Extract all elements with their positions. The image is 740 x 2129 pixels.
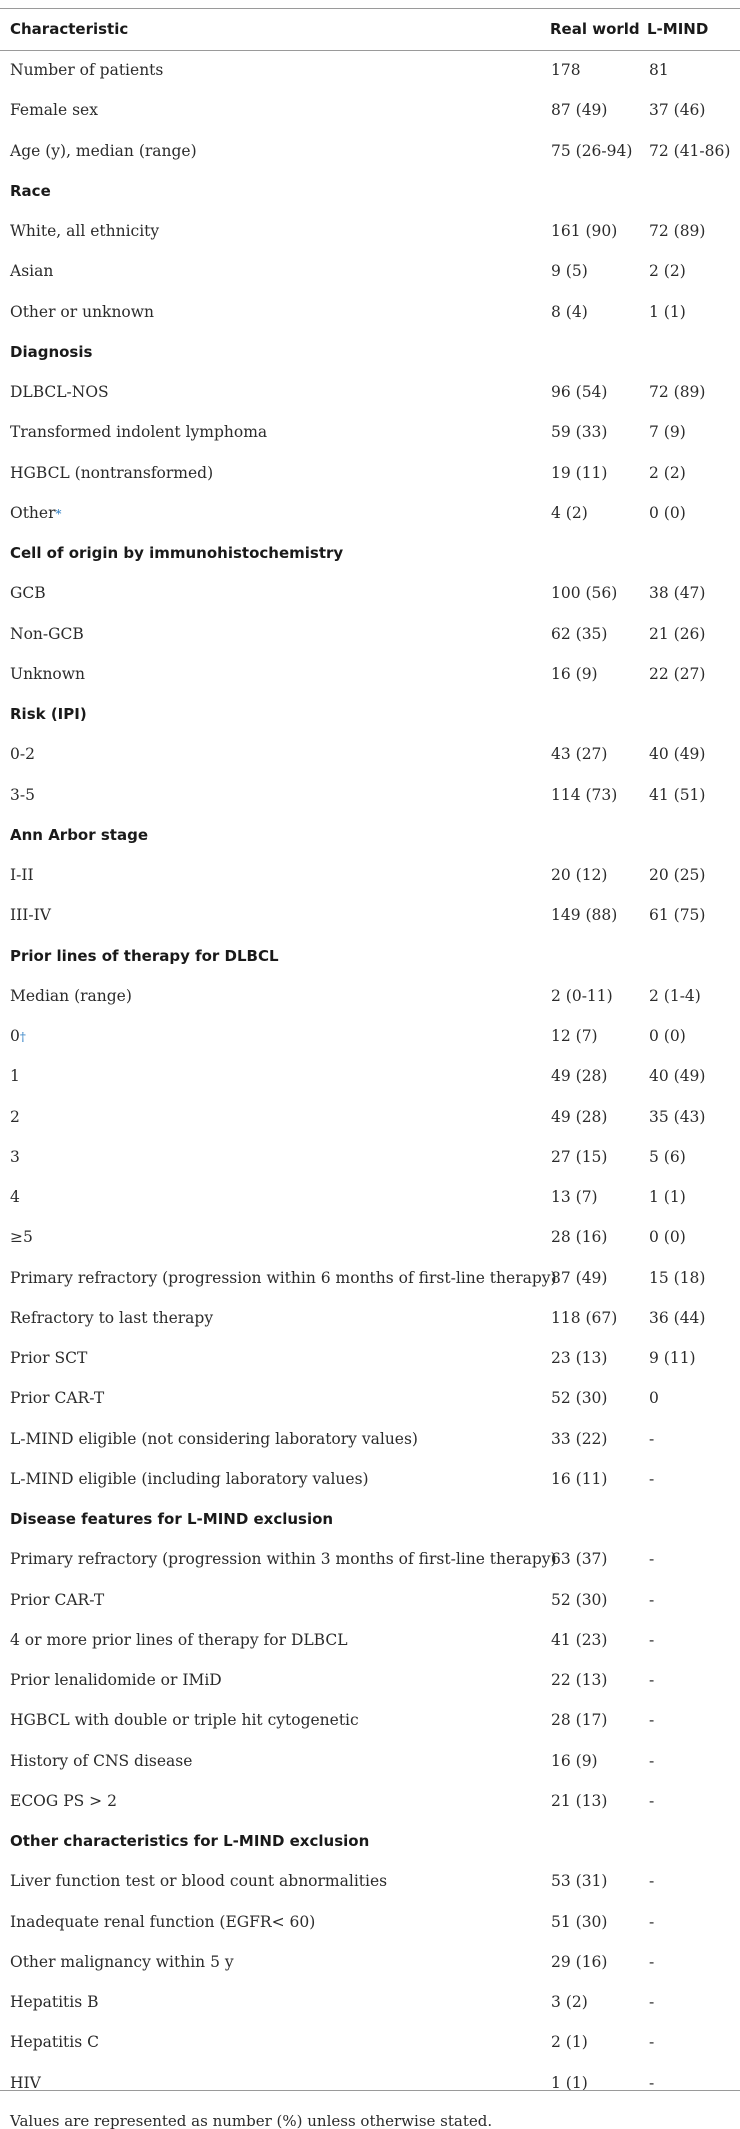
row-label — [10, 1861, 387, 1901]
lmind-value: 61 (75) — [649, 906, 706, 925]
table-row — [0, 614, 740, 654]
table-row — [0, 855, 740, 895]
row-label-text: Other characteristics for L-MIND exclusion — [10, 1832, 370, 1850]
lmind-value: 37 (46) — [649, 101, 706, 120]
row-label-text: Refractory to last therapy — [10, 1308, 214, 1327]
row-label — [10, 1902, 315, 1942]
lmind-value: - — [649, 1671, 655, 1689]
table-row — [0, 1982, 740, 2022]
table-row — [0, 1016, 740, 1056]
real-world-value: 22 (13) — [551, 1671, 608, 1689]
lmind-value: 22 (27) — [649, 664, 706, 683]
section-heading-row — [0, 936, 740, 976]
lmind-value: - — [649, 2073, 655, 2092]
real-world-value: 75 (26-94) — [551, 141, 633, 160]
lmind-value: 1 (1) — [649, 302, 686, 321]
row-label — [10, 2063, 41, 2103]
row-label — [10, 573, 46, 613]
real-world-value: 23 (13) — [551, 1349, 608, 1367]
section-heading-row — [0, 694, 740, 734]
row-label-text: 0 — [10, 1027, 20, 1045]
real-world-value: 9 (5) — [551, 262, 588, 281]
lmind-value: 2 (2) — [649, 463, 686, 482]
real-world-value: 51 (30) — [551, 1912, 608, 1931]
real-world-value: 2 (0-11) — [551, 986, 613, 1005]
real-world-value: 100 (56) — [551, 584, 618, 603]
row-label — [10, 976, 132, 1016]
row-label — [10, 1378, 104, 1418]
section-heading-row — [0, 1821, 740, 1861]
row-label — [10, 1097, 20, 1137]
table-row — [0, 1419, 740, 1459]
row-label-text: Asian — [10, 262, 54, 281]
table-row — [0, 1700, 740, 1740]
lmind-value: 2 (1-4) — [649, 986, 701, 1005]
row-label — [10, 1982, 99, 2022]
row-label — [10, 1298, 213, 1338]
row-label — [10, 614, 84, 654]
lmind-value: - — [649, 1429, 655, 1448]
table-row — [0, 1620, 740, 1660]
row-label-text: HIV — [10, 2073, 41, 2092]
real-world-value: 13 (7) — [551, 1188, 598, 1206]
real-world-value: 4 (2) — [551, 503, 588, 522]
table-row — [0, 50, 740, 90]
row-label-text: Prior SCT — [10, 1349, 88, 1367]
table-row — [0, 2063, 740, 2103]
row-label-text: Diagnosis — [10, 342, 93, 361]
row-label — [10, 2022, 99, 2062]
footnote-mark: * — [55, 506, 62, 521]
row-label — [10, 453, 213, 493]
lmind-value: - — [649, 1590, 655, 1609]
table-row — [0, 734, 740, 774]
lmind-value: - — [649, 2033, 655, 2052]
real-world-value: 20 (12) — [551, 866, 608, 884]
row-label-text: Other or unknown — [10, 302, 155, 321]
table-row — [0, 654, 740, 694]
lmind-value: 36 (44) — [649, 1308, 706, 1327]
row-label — [10, 1137, 20, 1177]
real-world-value: 49 (28) — [551, 1067, 608, 1086]
real-world-value: 53 (31) — [551, 1872, 608, 1891]
table-row — [0, 372, 740, 412]
table-row — [0, 1861, 740, 1901]
real-world-value: 149 (88) — [551, 906, 618, 925]
table-row — [0, 1338, 740, 1378]
lmind-value: 0 (0) — [649, 503, 686, 522]
row-label — [10, 90, 98, 130]
lmind-value: 0 — [649, 1389, 659, 1408]
table-row — [0, 1258, 740, 1298]
row-label-text: 1 — [10, 1067, 20, 1086]
row-label-text: ECOG PS > 2 — [10, 1791, 117, 1810]
real-world-value: 63 (37) — [551, 1550, 608, 1569]
row-label-text: Non-GCB — [10, 624, 84, 643]
row-label-text: III-IV — [10, 906, 51, 925]
row-label-text: Median (range) — [10, 986, 132, 1005]
real-world-value: 27 (15) — [551, 1147, 608, 1166]
row-label-text: Prior CAR-T — [10, 1590, 105, 1609]
table-row — [0, 775, 740, 815]
table-row — [0, 1902, 740, 1942]
table-footnote: Values are represented as number (%) unless otherwise stated. — [10, 2112, 493, 2129]
row-label — [10, 1258, 557, 1298]
row-label-text: L-MIND eligible (not considering laboratory values) — [10, 1429, 418, 1448]
real-world-value: 1 (1) — [551, 2073, 588, 2092]
table-row — [0, 1298, 740, 1338]
row-label-text: Unknown — [10, 664, 86, 683]
real-world-value: 28 (16) — [551, 1228, 608, 1247]
lmind-value: 38 (47) — [649, 584, 706, 603]
section-heading — [10, 332, 92, 372]
row-label-text: Liver function test or blood count abnormalities — [10, 1872, 388, 1891]
row-label — [10, 1419, 418, 1459]
row-label — [10, 1539, 557, 1579]
row-label-text: Hepatitis C — [10, 2033, 99, 2052]
real-world-value: 21 (13) — [551, 1791, 608, 1810]
row-label-text: ≥5 — [10, 1228, 33, 1247]
lmind-value: 72 (89) — [649, 383, 706, 401]
table-row — [0, 211, 740, 251]
row-label-text: Other malignancy within 5 y — [10, 1952, 234, 1971]
lmind-value: - — [649, 1630, 655, 1649]
lmind-value: - — [649, 1751, 655, 1770]
lmind-value: - — [649, 1912, 655, 1931]
section-heading-row — [0, 171, 740, 211]
section-heading — [10, 533, 343, 573]
row-label — [10, 1741, 192, 1781]
real-world-value: 52 (30) — [551, 1590, 608, 1609]
footnote-mark: † — [19, 1030, 26, 1044]
row-label-text: Primary refractory (progression within 6 months of first-line therapy) — [10, 1268, 557, 1287]
row-label — [10, 855, 34, 895]
table-row — [0, 1459, 740, 1499]
row-label-text: Prior CAR-T — [10, 1389, 105, 1408]
row-label-text: Race — [10, 181, 51, 200]
table-row — [0, 895, 740, 935]
row-label-text: 4 — [10, 1188, 20, 1206]
header-characteristic: Characteristic — [10, 20, 129, 38]
lmind-value: - — [649, 1993, 655, 2011]
table-row — [0, 493, 740, 533]
real-world-value: 41 (23) — [551, 1630, 608, 1649]
section-heading-row — [0, 332, 740, 372]
row-label — [10, 1620, 348, 1660]
lmind-value: 7 (9) — [649, 423, 686, 442]
lmind-value: 21 (26) — [649, 624, 706, 643]
header-real-world: Real world — [550, 20, 640, 38]
row-label-text: 2 — [10, 1107, 20, 1126]
real-world-value: 96 (54) — [551, 383, 608, 401]
table-row — [0, 1378, 740, 1418]
header-lmind: L-MIND — [647, 20, 709, 38]
lmind-value: 15 (18) — [649, 1268, 706, 1287]
lmind-value: 2 (2) — [649, 262, 686, 281]
row-label — [10, 654, 85, 694]
lmind-value: - — [649, 1791, 655, 1810]
row-label-text: HGBCL (nontransformed) — [10, 463, 214, 482]
row-label — [10, 50, 163, 90]
section-heading — [10, 815, 148, 855]
row-label-text: Female sex — [10, 101, 98, 120]
section-heading-row — [0, 1499, 740, 1539]
row-label-text: DLBCL-NOS — [10, 383, 109, 401]
row-label — [10, 372, 109, 412]
row-label — [10, 1942, 234, 1982]
real-world-value: 87 (49) — [551, 1268, 608, 1287]
row-label — [10, 775, 35, 815]
table-row — [0, 573, 740, 613]
row-label — [10, 1781, 117, 1821]
real-world-value: 16 (11) — [551, 1469, 608, 1488]
lmind-value: 1 (1) — [649, 1188, 686, 1206]
real-world-value: 16 (9) — [551, 664, 598, 683]
real-world-value: 118 (67) — [551, 1308, 618, 1327]
row-label — [10, 211, 159, 251]
table-row — [0, 1097, 740, 1137]
lmind-value: 72 (41-86) — [649, 141, 731, 160]
row-label — [10, 1700, 359, 1740]
row-label — [10, 1660, 222, 1700]
lmind-value: - — [649, 1711, 655, 1730]
table-bottom-rule — [0, 2090, 740, 2091]
real-world-value: 12 (7) — [551, 1027, 598, 1045]
row-label-text: Age (y), median (range) — [10, 141, 197, 160]
table-row — [0, 1741, 740, 1781]
row-label-text: Inadequate renal function (EGFR< 60) — [10, 1912, 316, 1931]
row-label-text: Ann Arbor stage — [10, 825, 148, 844]
real-world-value: 59 (33) — [551, 423, 608, 442]
lmind-value: 40 (49) — [649, 745, 706, 764]
lmind-value: 5 (6) — [649, 1147, 686, 1166]
table-row — [0, 1137, 740, 1177]
row-label-text: Hepatitis B — [10, 1993, 99, 2011]
row-label-text: 3-5 — [10, 785, 35, 804]
row-label — [10, 251, 53, 291]
real-world-value: 2 (1) — [551, 2033, 588, 2052]
section-heading — [10, 1821, 369, 1861]
row-label — [10, 1217, 33, 1257]
lmind-value: 9 (11) — [649, 1349, 696, 1367]
row-label — [10, 292, 154, 332]
real-world-value: 161 (90) — [551, 222, 618, 240]
row-label-text: White, all ethnicity — [10, 222, 160, 240]
lmind-value: - — [649, 1469, 655, 1488]
real-world-value: 33 (22) — [551, 1429, 608, 1448]
lmind-value: 41 (51) — [649, 785, 706, 804]
real-world-value: 28 (17) — [551, 1711, 608, 1730]
row-label-text: 3 — [10, 1147, 20, 1166]
row-label — [10, 412, 267, 452]
row-label-text: Cell of origin by immunohistochemistry — [10, 544, 344, 562]
row-label-text: 4 or more prior lines of therapy for DLBCL — [10, 1630, 348, 1649]
row-label-text: Disease features for L-MIND exclusion — [10, 1510, 334, 1528]
row-label-text: L-MIND eligible (including laboratory values) — [10, 1469, 369, 1488]
row-label — [10, 734, 35, 774]
real-world-value: 16 (9) — [551, 1751, 598, 1770]
row-label-text: HGBCL with double or triple hit cytogenetic — [10, 1711, 359, 1730]
section-heading-row — [0, 533, 740, 573]
section-heading — [10, 171, 51, 211]
lmind-value: 81 — [649, 61, 669, 79]
row-label — [10, 1177, 20, 1217]
row-label — [10, 1580, 104, 1620]
real-world-value: 114 (73) — [551, 785, 618, 804]
row-label — [10, 1056, 20, 1096]
row-label-text: 0-2 — [10, 745, 35, 764]
row-label — [10, 131, 197, 171]
real-world-value: 49 (28) — [551, 1107, 608, 1126]
row-label-text: Number of patients — [10, 61, 164, 79]
real-world-value: 3 (2) — [551, 1993, 588, 2011]
row-label — [10, 493, 62, 534]
table-body — [0, 50, 740, 2103]
lmind-value: 20 (25) — [649, 866, 706, 884]
row-label-text: Other — [10, 503, 56, 522]
table-row — [0, 2022, 740, 2062]
row-label-text: Risk (IPI) — [10, 705, 87, 723]
table-row — [0, 292, 740, 332]
lmind-value: 35 (43) — [649, 1107, 706, 1126]
lmind-value: - — [649, 1550, 655, 1569]
lmind-value: 0 (0) — [649, 1228, 686, 1247]
real-world-value: 43 (27) — [551, 745, 608, 764]
lmind-value: 72 (89) — [649, 222, 706, 240]
table-row — [0, 412, 740, 452]
section-heading — [10, 936, 279, 976]
row-label-text: History of CNS disease — [10, 1751, 193, 1770]
lmind-value: - — [649, 1952, 655, 1971]
table-row — [0, 251, 740, 291]
row-label — [10, 1016, 26, 1057]
table-row — [0, 1177, 740, 1217]
real-world-value: 19 (11) — [551, 463, 608, 482]
real-world-value: 29 (16) — [551, 1952, 608, 1971]
real-world-value: 8 (4) — [551, 302, 588, 321]
real-world-value: 62 (35) — [551, 624, 608, 643]
row-label — [10, 895, 51, 935]
table-row — [0, 976, 740, 1016]
table-row — [0, 1781, 740, 1821]
section-heading-row — [0, 815, 740, 855]
table-row — [0, 1580, 740, 1620]
row-label-text: GCB — [10, 584, 46, 603]
section-heading — [10, 694, 87, 734]
row-label-text: Primary refractory (progression within 3 months of first-line therapy) — [10, 1550, 557, 1569]
table-row — [0, 1942, 740, 1982]
table-header — [0, 8, 740, 50]
real-world-value: 178 — [551, 61, 581, 79]
lmind-value: - — [649, 1872, 655, 1891]
row-label-text: I-II — [10, 866, 34, 884]
table-row — [0, 453, 740, 493]
table-row — [0, 1539, 740, 1579]
real-world-value: 52 (30) — [551, 1389, 608, 1408]
table-row — [0, 131, 740, 171]
row-label-text: Transformed indolent lymphoma — [10, 423, 268, 442]
row-label — [10, 1459, 369, 1499]
table-row — [0, 1056, 740, 1096]
table-row — [0, 1217, 740, 1257]
row-label-text: Prior lenalidomide or IMiD — [10, 1671, 222, 1689]
lmind-value: 0 (0) — [649, 1027, 686, 1045]
section-heading — [10, 1499, 333, 1539]
row-label-text: Prior lines of therapy for DLBCL — [10, 946, 279, 965]
table-row — [0, 1660, 740, 1700]
lmind-value: 40 (49) — [649, 1067, 706, 1086]
table-row — [0, 90, 740, 130]
row-label — [10, 1338, 87, 1378]
real-world-value: 87 (49) — [551, 101, 608, 120]
